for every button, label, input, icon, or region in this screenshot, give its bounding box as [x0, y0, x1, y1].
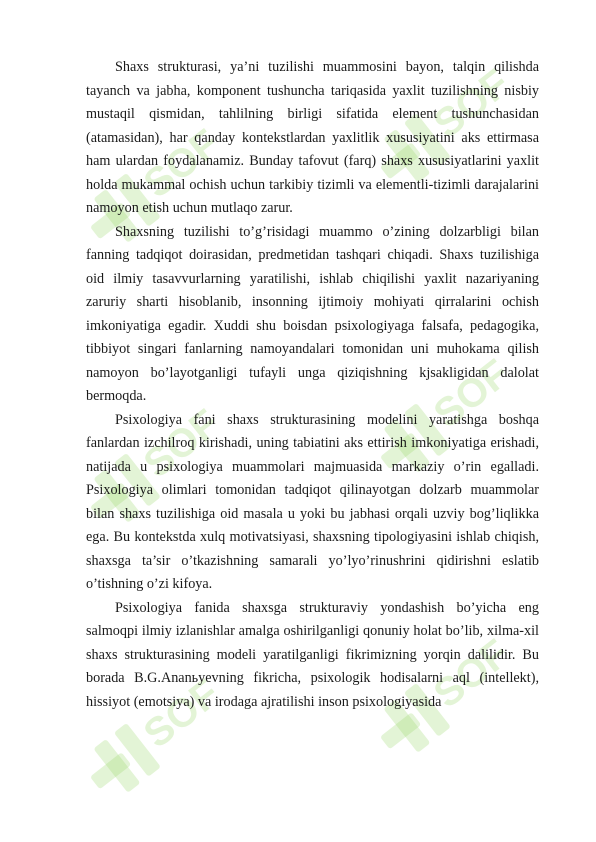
svg-text:SOF: SOF — [135, 401, 228, 487]
svg-text:SOF: SOF — [425, 61, 518, 147]
paragraph: Shaxs strukturasi, ya’ni tuzilishi muammosini bayon, talqin qilishda tayanch va jabha, komponent tushuncha tariqasida yaxlit tuzilishning nisbiy mustaqil qismidan, tahlilning birligi sifatida element tushunchasidan (atamasidan), har qanday kontekstlardan yaxlitlik xususiyatini aks ettirmasa ham ulardan foydalanamiz. Bunday tafovut (farq) shaxs xususiyatlarini yaxlit holda mukammal ochish uchun tarkibiy tizimli va elementli-tizimli darajalarini namoyon etish uchun mutlaqo zarur. — [86, 59, 539, 216]
svg-text:SOF: SOF — [135, 671, 228, 757]
svg-text:SOF: SOF — [425, 631, 518, 717]
body-text — [86, 56, 539, 717]
svg-text:SOF: SOF — [425, 351, 518, 437]
paragraph: Shaxsning tuzilishi to’g’risidagi muammo o’zining dolzarbligi bilan fanning tadqiqot doirasidan, predmetidan tashqari chiqadi. Shaxs tuzilishiga oid ilmiy tasavvurlarning yaratilishi, ishlab chiqilishi yaxlit nazariyaning zaruriy sharti hisoblanib, insonning ijtimoiy mohiyati qirralarini ochish imkoniyatiga egadir. Xuddi shu boisdan psixologiyaga falsafa, pedagogika, tibbiyot singari fanlarning namoyandalari tomonidan uni muhokama qilish namoyon bo’layotganligi tufayli unga qiziqishning kjsakligidan dalolat bermoqda. — [86, 223, 539, 404]
paragraph: Psixologiya fani shaxs strukturasining modelini yaratishga boshqa fanlardan izchilroq kirishadi, uning tabiatini aks ettirish imkoniyatiga erishadi, natijada u psixologiya muammolari majmuasida markaziy o’rin egalladi. Psixologiya olimlari tomonidan tadqiqot qilinayotgan dolzarb muammolar bilan shaxs tuzilishiga oid masala u yoki bu jabhasi orqali uzviy bog’liqlikka ega. Bu kontekstda xulq motivatsiyasi, shaxsning tipologiyasini ishlab chiqish, shaxsga ta’sir o’tkazishning samarali yo’lyo’rinushrini qidirishni eslatib o’tishning o’zi kifoya. — [86, 411, 539, 592]
paragraph: Psixologiya fanida shaxsga strukturaviy yondashish bo’yicha eng salmoqpi ilmiy izlanishlar amalga oshirilganligi qonuniy holat bo’lib, xilma-xil shaxs strukturasining modeli yaratilganligi fikrimizning yorqin dalilidir. Bu borada B.G.Ananьyevning fikricha, psixologik hodisalarni aql (intellekt), hissiyot (emotsiya) va irodaga ajratilishi inson psixologiyasida — [86, 599, 539, 710]
svg-text:SOF: SOF — [135, 121, 228, 207]
